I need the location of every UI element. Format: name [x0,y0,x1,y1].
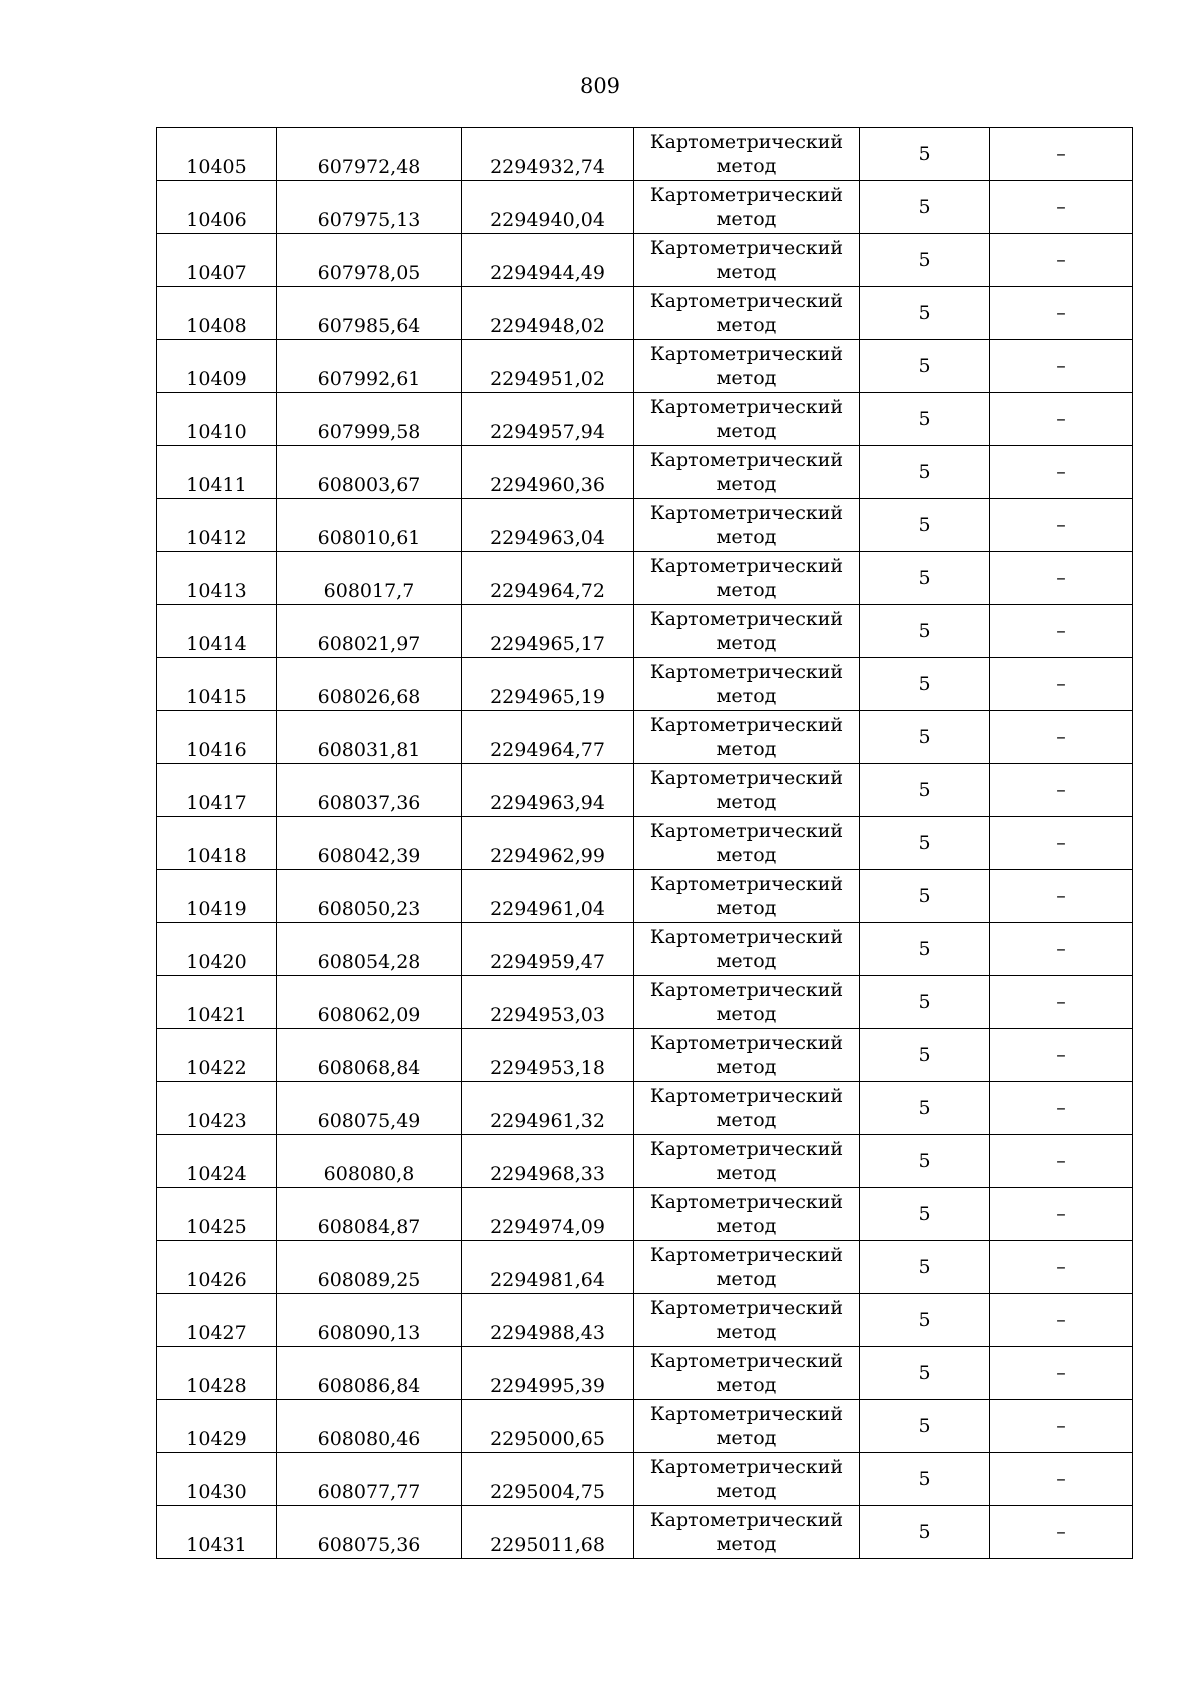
description-cell: – [990,287,1133,340]
y-coordinate-cell: 2294962,99 [462,817,634,870]
method-cell [634,287,860,340]
x-coordinate-cell: 608090,13 [277,1294,462,1347]
method-line-2: метод [716,1321,777,1343]
x-coordinate-cell: 608042,39 [277,817,462,870]
method-line-2: метод [716,1215,777,1237]
accuracy-cell: 5 [860,1453,990,1506]
x-coordinate-cell: 608062,09 [277,976,462,1029]
description-cell: – [990,817,1133,870]
method-line-2: метод [716,420,777,442]
y-coordinate-cell: 2294963,94 [462,764,634,817]
method-cell [634,976,860,1029]
point-number-cell: 10423 [157,1082,277,1135]
y-coordinate-cell: 2294940,04 [462,181,634,234]
y-coordinate-cell: 2294932,74 [462,128,634,181]
description-cell: – [990,340,1133,393]
y-coordinate-cell: 2294974,09 [462,1188,634,1241]
accuracy-cell: 5 [860,923,990,976]
method-cell [634,552,860,605]
x-coordinate-cell: 608075,36 [277,1506,462,1559]
accuracy-cell: 5 [860,1294,990,1347]
point-number-cell: 10414 [157,605,277,658]
point-number-cell: 10429 [157,1400,277,1453]
method-line-1: Картометрический [649,396,844,418]
description-cell: – [990,1082,1133,1135]
table-row [157,393,1133,446]
description-cell: – [990,1294,1133,1347]
point-number-cell: 10409 [157,340,277,393]
accuracy-cell: 5 [860,711,990,764]
x-coordinate-cell: 608080,8 [277,1135,462,1188]
table-row [157,1135,1133,1188]
x-coordinate-cell: 608037,36 [277,764,462,817]
method-line-1: Картометрический [649,184,844,206]
y-coordinate-cell: 2294968,33 [462,1135,634,1188]
point-number-cell: 10413 [157,552,277,605]
method-line-1: Картометрический [649,1509,844,1531]
x-coordinate-cell: 608068,84 [277,1029,462,1082]
point-number-cell: 10411 [157,446,277,499]
table-row [157,817,1133,870]
description-cell: – [990,1188,1133,1241]
x-coordinate-cell: 608080,46 [277,1400,462,1453]
point-number-cell: 10417 [157,764,277,817]
y-coordinate-cell: 2294965,19 [462,658,634,711]
point-number-cell: 10412 [157,499,277,552]
point-number-cell: 10430 [157,1453,277,1506]
method-line-1: Картометрический [649,502,844,524]
method-line-1: Картометрический [649,449,844,471]
table-row [157,1188,1133,1241]
y-coordinate-cell: 2294953,03 [462,976,634,1029]
accuracy-cell: 5 [860,340,990,393]
y-coordinate-cell: 2295004,75 [462,1453,634,1506]
y-coordinate-cell: 2295011,68 [462,1506,634,1559]
x-coordinate-cell: 608077,77 [277,1453,462,1506]
description-cell: – [990,181,1133,234]
accuracy-cell: 5 [860,181,990,234]
table-row [157,340,1133,393]
method-line-2: метод [716,1268,777,1290]
method-line-2: метод [716,1533,777,1555]
table-row [157,1241,1133,1294]
method-line-2: метод [716,155,777,177]
x-coordinate-cell: 608086,84 [277,1347,462,1400]
description-cell: – [990,499,1133,552]
table-row [157,976,1133,1029]
accuracy-cell: 5 [860,1241,990,1294]
method-line-2: метод [716,791,777,813]
accuracy-cell: 5 [860,393,990,446]
x-coordinate-cell: 608031,81 [277,711,462,764]
method-line-1: Картометрический [649,290,844,312]
table-row [157,287,1133,340]
accuracy-cell: 5 [860,1135,990,1188]
accuracy-cell: 5 [860,976,990,1029]
method-line-1: Картометрический [649,820,844,842]
table-row [157,181,1133,234]
accuracy-cell: 5 [860,658,990,711]
accuracy-cell: 5 [860,605,990,658]
method-line-2: метод [716,261,777,283]
y-coordinate-cell: 2294964,72 [462,552,634,605]
method-line-2: метод [716,897,777,919]
method-cell [634,711,860,764]
method-line-2: метод [716,1056,777,1078]
y-coordinate-cell: 2294957,94 [462,393,634,446]
method-cell [634,340,860,393]
table-row [157,1294,1133,1347]
method-line-1: Картометрический [649,661,844,683]
y-coordinate-cell: 2294951,02 [462,340,634,393]
table-row [157,605,1133,658]
x-coordinate-cell: 608050,23 [277,870,462,923]
x-coordinate-cell: 608084,87 [277,1188,462,1241]
method-line-1: Картометрический [649,1297,844,1319]
accuracy-cell: 5 [860,870,990,923]
x-coordinate-cell: 608010,61 [277,499,462,552]
accuracy-cell: 5 [860,1506,990,1559]
y-coordinate-cell: 2294964,77 [462,711,634,764]
description-cell: – [990,552,1133,605]
method-cell [634,446,860,499]
method-line-1: Картометрический [649,873,844,895]
method-line-2: метод [716,208,777,230]
table-row [157,234,1133,287]
point-number-cell: 10405 [157,128,277,181]
y-coordinate-cell: 2294961,32 [462,1082,634,1135]
point-number-cell: 10416 [157,711,277,764]
method-line-2: метод [716,1162,777,1184]
description-cell: – [990,128,1133,181]
method-line-2: метод [716,950,777,972]
accuracy-cell: 5 [860,764,990,817]
method-cell [634,393,860,446]
method-line-2: метод [716,367,777,389]
x-coordinate-cell: 608054,28 [277,923,462,976]
table-row [157,446,1133,499]
method-line-1: Картометрический [649,1191,844,1213]
point-number-cell: 10426 [157,1241,277,1294]
method-line-1: Картометрический [649,767,844,789]
table-row [157,552,1133,605]
y-coordinate-cell: 2294995,39 [462,1347,634,1400]
description-cell: – [990,711,1133,764]
description-cell: – [990,1135,1133,1188]
table-body [157,128,1133,1559]
description-cell: – [990,234,1133,287]
method-line-2: метод [716,526,777,548]
y-coordinate-cell: 2294944,49 [462,234,634,287]
method-line-1: Картометрический [649,979,844,1001]
description-cell: – [990,605,1133,658]
point-number-cell: 10408 [157,287,277,340]
description-cell: – [990,764,1133,817]
method-cell [634,234,860,287]
method-cell [634,870,860,923]
accuracy-cell: 5 [860,1347,990,1400]
method-cell [634,817,860,870]
method-cell [634,1400,860,1453]
description-cell: – [990,1241,1133,1294]
table-row [157,870,1133,923]
y-coordinate-cell: 2294981,64 [462,1241,634,1294]
method-line-1: Картометрический [649,926,844,948]
description-cell: – [990,1453,1133,1506]
table-row [157,1506,1133,1559]
method-cell [634,128,860,181]
y-coordinate-cell: 2294961,04 [462,870,634,923]
method-cell [634,499,860,552]
method-cell [634,658,860,711]
method-cell [634,1188,860,1241]
x-coordinate-cell: 608021,97 [277,605,462,658]
table-row [157,499,1133,552]
method-line-1: Картометрический [649,1085,844,1107]
method-line-1: Картометрический [649,555,844,577]
x-coordinate-cell: 607985,64 [277,287,462,340]
table-row [157,1082,1133,1135]
point-number-cell: 10410 [157,393,277,446]
method-cell [634,181,860,234]
point-number-cell: 10415 [157,658,277,711]
accuracy-cell: 5 [860,1400,990,1453]
table-row [157,764,1133,817]
method-cell [634,923,860,976]
table-row [157,1347,1133,1400]
method-cell [634,1135,860,1188]
coordinates-table [156,127,1133,1559]
point-number-cell: 10422 [157,1029,277,1082]
method-line-2: метод [716,1427,777,1449]
method-line-1: Картометрический [649,1350,844,1372]
accuracy-cell: 5 [860,287,990,340]
y-coordinate-cell: 2294953,18 [462,1029,634,1082]
method-line-2: метод [716,632,777,654]
y-coordinate-cell: 2294963,04 [462,499,634,552]
accuracy-cell: 5 [860,446,990,499]
method-line-2: метод [716,1374,777,1396]
method-line-1: Картометрический [649,131,844,153]
description-cell: – [990,393,1133,446]
table-row [157,1029,1133,1082]
point-number-cell: 10418 [157,817,277,870]
x-coordinate-cell: 608026,68 [277,658,462,711]
method-line-1: Картометрический [649,1244,844,1266]
method-cell [634,764,860,817]
x-coordinate-cell: 608075,49 [277,1082,462,1135]
x-coordinate-cell: 608017,7 [277,552,462,605]
x-coordinate-cell: 607999,58 [277,393,462,446]
table-row [157,128,1133,181]
method-line-2: метод [716,1480,777,1502]
method-line-1: Картометрический [649,343,844,365]
description-cell: – [990,923,1133,976]
point-number-cell: 10406 [157,181,277,234]
accuracy-cell: 5 [860,1188,990,1241]
point-number-cell: 10424 [157,1135,277,1188]
x-coordinate-cell: 607978,05 [277,234,462,287]
description-cell: – [990,446,1133,499]
table-row [157,658,1133,711]
method-line-2: метод [716,1003,777,1025]
method-line-1: Картометрический [649,1032,844,1054]
method-cell [634,1029,860,1082]
method-line-1: Картометрический [649,1138,844,1160]
table-row [157,923,1133,976]
point-number-cell: 10420 [157,923,277,976]
x-coordinate-cell: 607972,48 [277,128,462,181]
method-cell [634,1082,860,1135]
point-number-cell: 10428 [157,1347,277,1400]
description-cell: – [990,870,1133,923]
description-cell: – [990,1347,1133,1400]
method-line-2: метод [716,579,777,601]
accuracy-cell: 5 [860,499,990,552]
x-coordinate-cell: 608089,25 [277,1241,462,1294]
accuracy-cell: 5 [860,1029,990,1082]
point-number-cell: 10407 [157,234,277,287]
x-coordinate-cell: 607975,13 [277,181,462,234]
method-line-2: метод [716,314,777,336]
method-cell [634,605,860,658]
method-line-1: Картометрический [649,1456,844,1478]
method-line-2: метод [716,1109,777,1131]
y-coordinate-cell: 2294965,17 [462,605,634,658]
y-coordinate-cell: 2294948,02 [462,287,634,340]
accuracy-cell: 5 [860,552,990,605]
description-cell: – [990,976,1133,1029]
accuracy-cell: 5 [860,817,990,870]
table-row [157,1453,1133,1506]
method-line-1: Картометрический [649,1403,844,1425]
method-cell [634,1347,860,1400]
point-number-cell: 10431 [157,1506,277,1559]
y-coordinate-cell: 2294960,36 [462,446,634,499]
y-coordinate-cell: 2294959,47 [462,923,634,976]
y-coordinate-cell: 2295000,65 [462,1400,634,1453]
description-cell: – [990,1506,1133,1559]
method-line-2: метод [716,685,777,707]
page-number: 809 [579,74,621,98]
method-cell [634,1506,860,1559]
table-row [157,711,1133,764]
point-number-cell: 10419 [157,870,277,923]
y-coordinate-cell: 2294988,43 [462,1294,634,1347]
method-line-2: метод [716,844,777,866]
method-line-1: Картометрический [649,237,844,259]
method-line-2: метод [716,473,777,495]
description-cell: – [990,658,1133,711]
point-number-cell: 10427 [157,1294,277,1347]
description-cell: – [990,1029,1133,1082]
method-cell [634,1294,860,1347]
description-cell: – [990,1400,1133,1453]
method-cell [634,1241,860,1294]
point-number-cell: 10425 [157,1188,277,1241]
table-row [157,1400,1133,1453]
accuracy-cell: 5 [860,128,990,181]
method-line-1: Картометрический [649,714,844,736]
method-line-1: Картометрический [649,608,844,630]
point-number-cell: 10421 [157,976,277,1029]
x-coordinate-cell: 607992,61 [277,340,462,393]
method-cell [634,1453,860,1506]
method-line-2: метод [716,738,777,760]
accuracy-cell: 5 [860,1082,990,1135]
accuracy-cell: 5 [860,234,990,287]
x-coordinate-cell: 608003,67 [277,446,462,499]
